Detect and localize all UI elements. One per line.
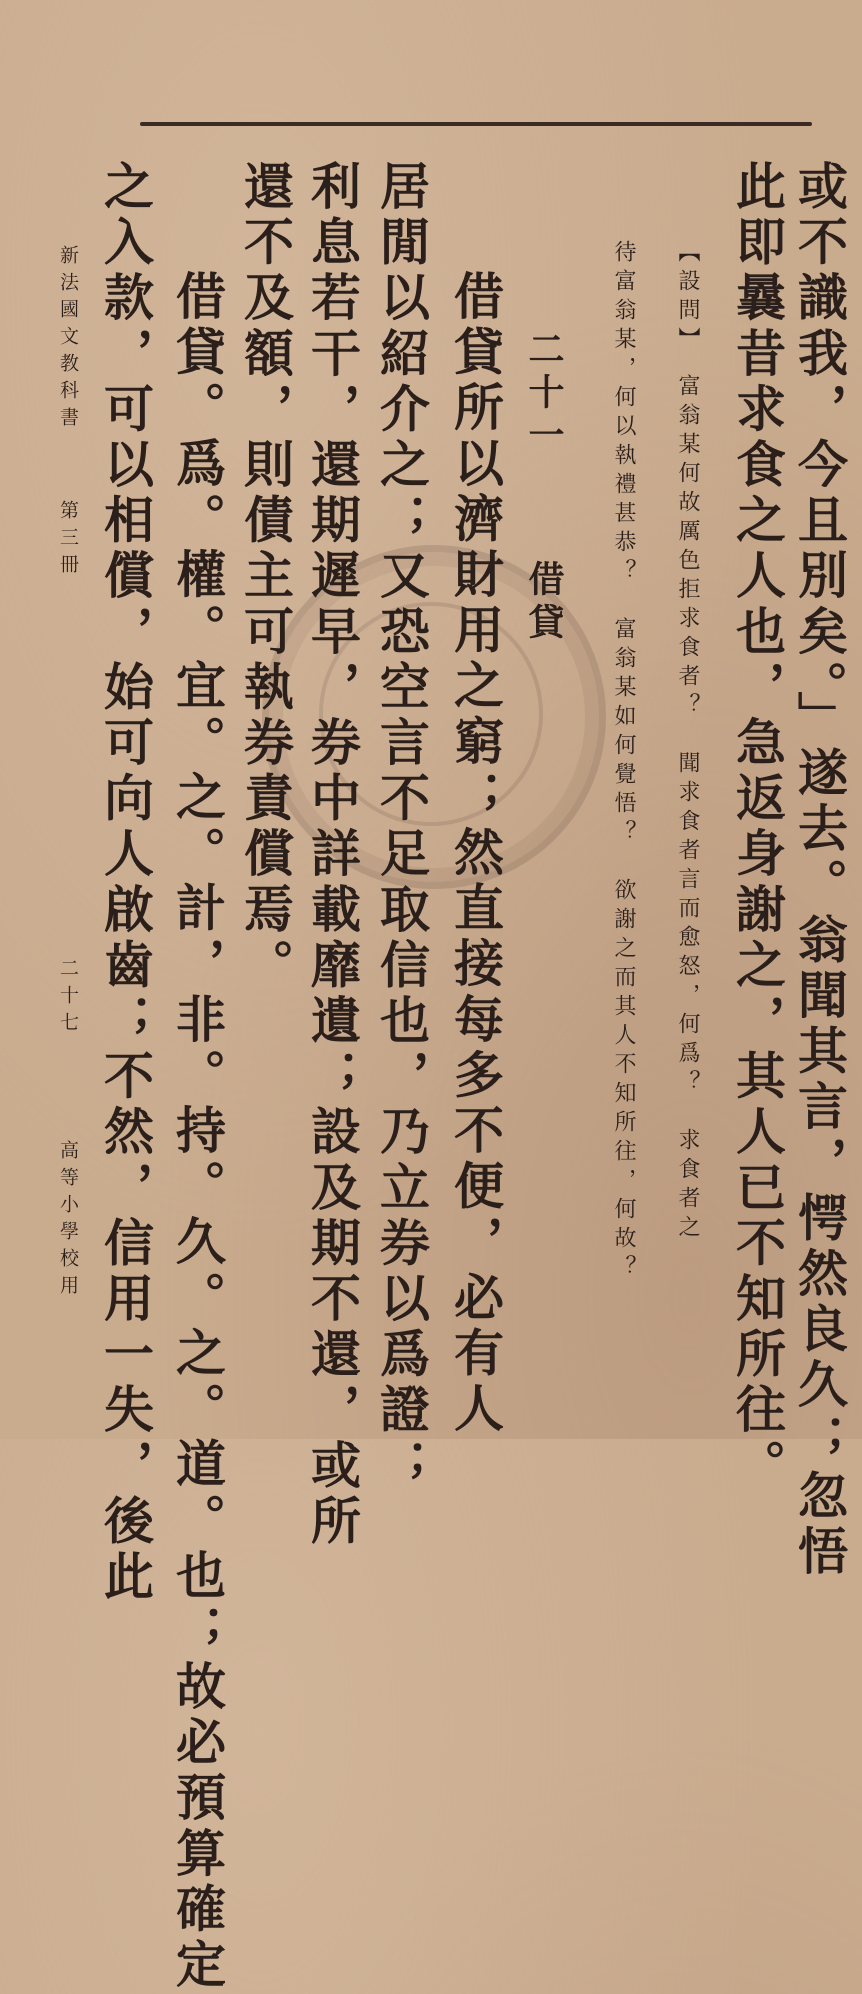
text-column-7: 居閒以紹介之；又恐空言不足取信也，乃立券以爲證；: [372, 160, 431, 1495]
question-column-2: 待富翁某，何以執禮甚恭？ 富翁某如何覺悟？ 欲謝之而其人不知所往，何故？: [611, 240, 636, 1284]
text-column-11: 之入款，可以相償，始可向人啟齒；不然，信用一失，後此: [96, 160, 155, 1606]
text-column-6: 借貸所以濟財用之窮；然直接每多不便，必有人: [446, 270, 505, 1438]
volume-label: 第三冊: [57, 500, 79, 581]
text-column-2: 此即曩昔求食之人也，急返身謝之，其人已不知所往。: [728, 160, 787, 1495]
header-rule: [140, 122, 812, 126]
lesson-title: 借貸: [523, 560, 565, 646]
text-column-8: 利息若干，還期遲早，券中詳載靡遺；設及期不還，或所: [303, 160, 362, 1550]
lesson-number: 二十一: [523, 330, 565, 459]
page-number: 二十七: [57, 958, 79, 1039]
book-title: 新法國文教科書: [57, 245, 79, 434]
question-column-1: 【設問】 富翁某何故厲色拒求食者？ 聞求食者言而愈怒，何爲？ 求食者之: [675, 240, 700, 1244]
text-column-1: 或不識我，今且別矣。」遂去。翁聞其言，愕然良久；忽悟: [790, 160, 849, 1581]
school-level-label: 高等小學校用: [57, 1140, 79, 1302]
text-column-10: 借貸。爲。權。宜。之。計，非。持。久。之。道。也；故必預算確定: [168, 270, 227, 1994]
text-column-9: 還不及額，則債主可執券責償焉。: [236, 160, 295, 994]
